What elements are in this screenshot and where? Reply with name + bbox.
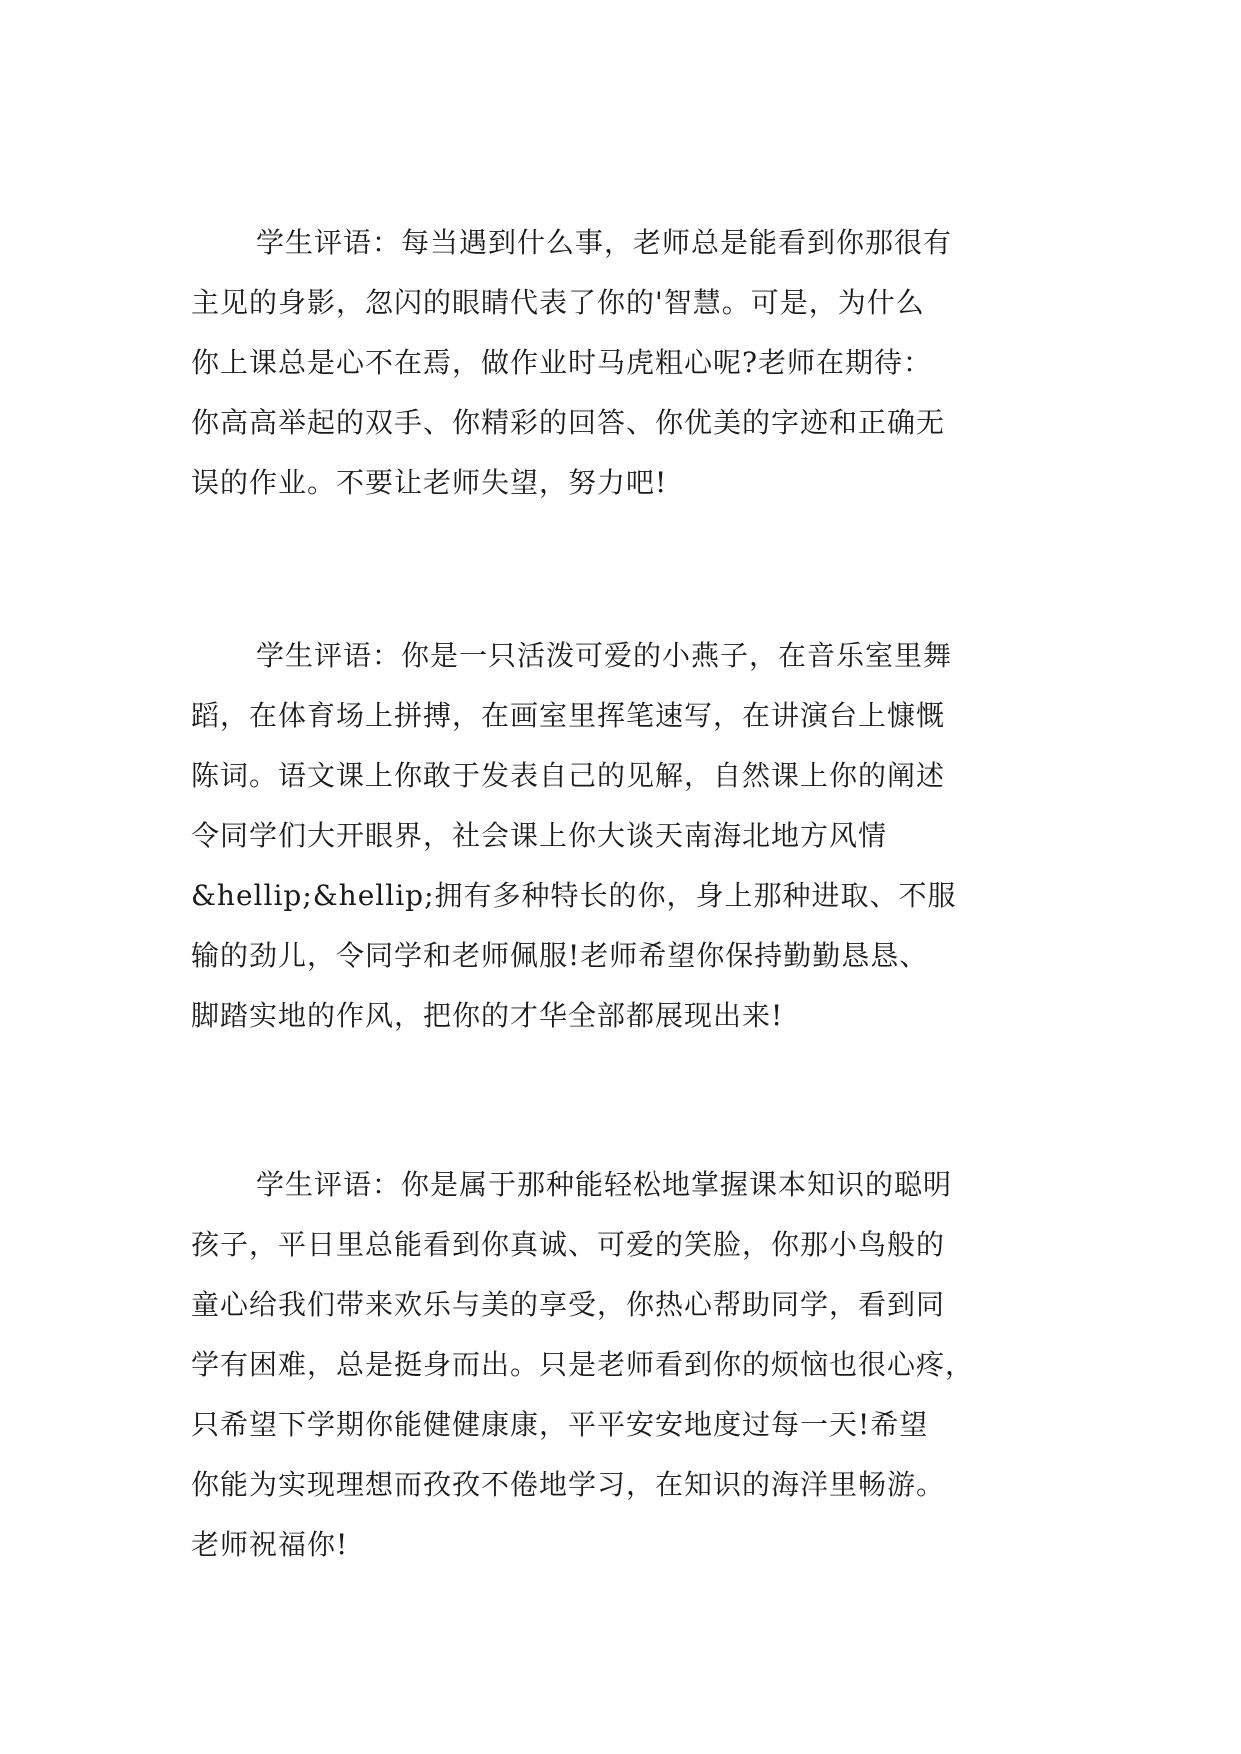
paragraph-line: 你上课总是心不在焉，做作业时马虎粗心呢?老师在期待：: [191, 346, 933, 379]
paragraph-line: 主见的身影，忽闪的眼睛代表了你的'智慧。可是，为什么: [191, 286, 925, 319]
paragraph-line: 令同学们大开眼界，社会课上你大谈天南海北地方风情: [191, 819, 888, 852]
paragraph-line: 你高高举起的双手、你精彩的回答、你优美的字迹和正确无: [191, 406, 946, 439]
evaluation-paragraph-3: [191, 1155, 1071, 1575]
paragraph-line: 老师祝福你!: [191, 1528, 349, 1561]
paragraph-line: 学生评语：你是属于那种能轻松地掌握课本知识的聪明: [256, 1168, 953, 1201]
paragraph-line: 你能为实现理想而孜孜不倦地学习，在知识的海洋里畅游。: [191, 1468, 946, 1501]
paragraph-line: &hellip;&hellip;拥有多种特长的你，身上那种进取、不服: [191, 879, 957, 912]
paragraph-line: 童心给我们带来欢乐与美的享受，你热心帮助同学，看到同: [191, 1288, 946, 1321]
paragraph-line: 学生评语：每当遇到什么事，老师总是能看到你那很有: [256, 226, 953, 259]
paragraph-line: 蹈，在体育场上拼搏，在画室里挥笔速写，在讲演台上慷慨: [191, 699, 946, 732]
paragraph-line: 脚踏实地的作风，把你的才华全部都展现出来!: [191, 999, 784, 1032]
evaluation-paragraph-1: [191, 213, 1071, 513]
paragraph-line: 误的作业。不要让老师失望，努力吧!: [191, 466, 668, 499]
paragraph-line: 学有困难，总是挺身而出。只是老师看到你的烦恼也很心疼，: [191, 1348, 975, 1381]
paragraph-line: 陈词。语文课上你敢于发表自己的见解，自然课上你的阐述: [191, 759, 946, 792]
paragraph-line: 输的劲儿，令同学和老师佩服!老师希望你保持勤勤恳恳、: [191, 939, 929, 972]
paragraph-line: 孩子，平日里总能看到你真诚、可爱的笑脸，你那小鸟般的: [191, 1228, 946, 1261]
paragraph-line: 只希望下学期你能健健康康，平平安安地度过每一天!希望: [191, 1408, 929, 1441]
evaluation-paragraph-2: [191, 626, 1071, 1046]
paragraph-line: 学生评语：你是一只活泼可爱的小燕子，在音乐室里舞: [256, 639, 953, 672]
